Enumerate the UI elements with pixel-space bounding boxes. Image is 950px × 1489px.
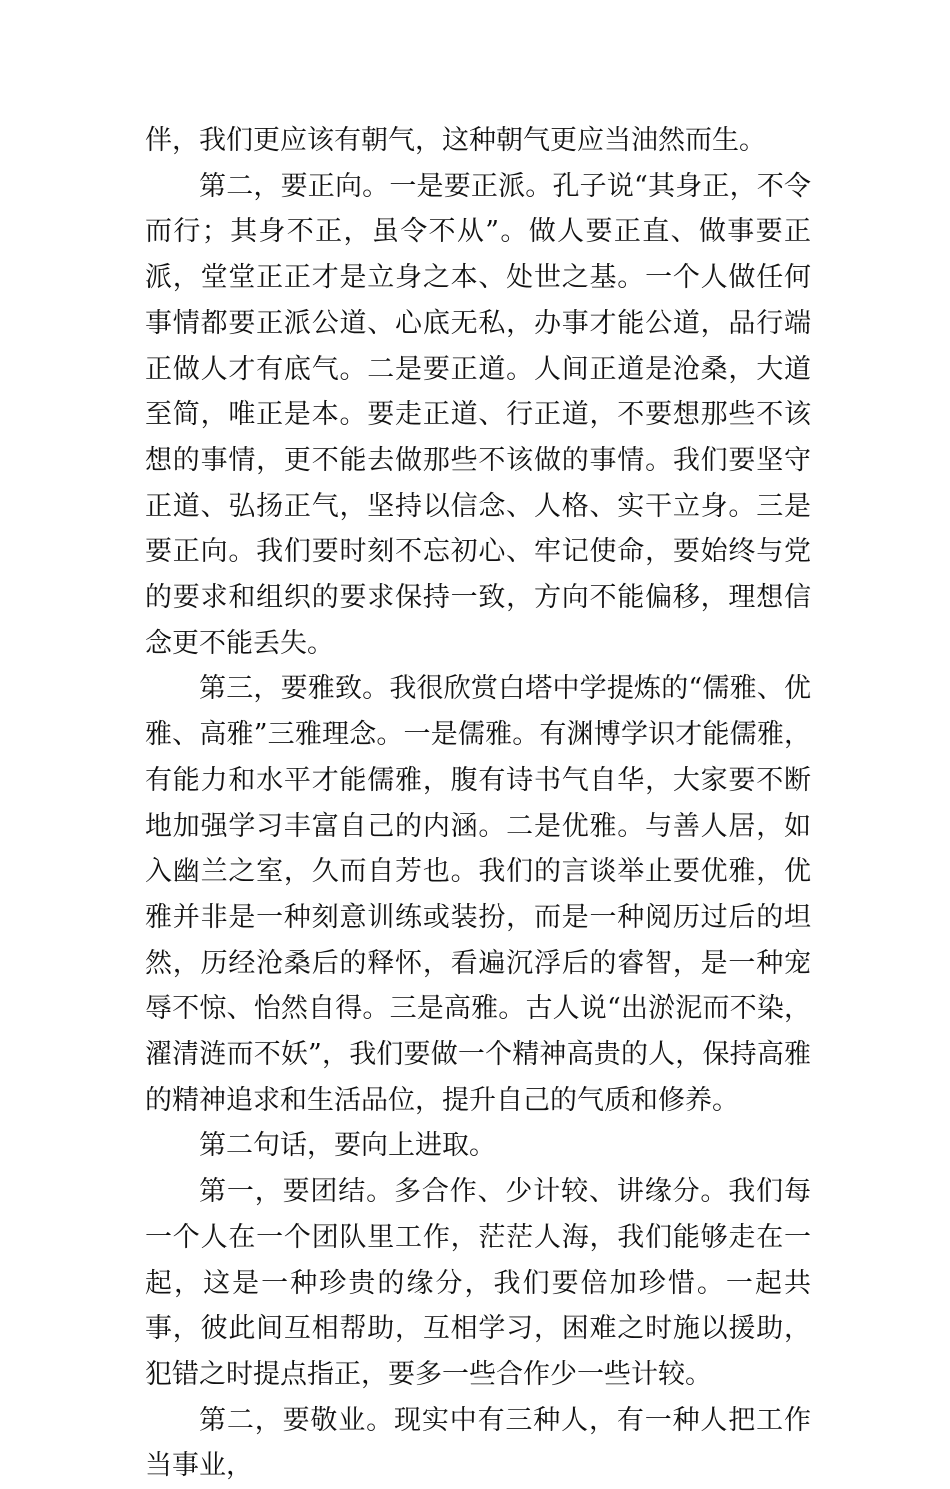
paragraph-jingye: 第二，要敬业。现实中有三种人，有一种人把工作当事业， [145,1404,811,1482]
paragraph-continuation: 伴，我们更应该有朝气，这种朝气更应当油然而生。 [145,125,766,156]
paragraph-tuanjie: 第一，要团结。多合作、少计较、讲缘分。我们每一个人在一个团队里工作，茫茫人海，我们能够走在一起，这是一种珍贵的缘分，我们要倍加珍惜。一起共事，彼此间互相帮助，互相学习，困难之时施以援助，犯错之时提点指正，要多一些合作少一些计较。 [145,1176,811,1390]
paragraph-yazhi: 第三，要雅致。我很欣赏白塔中学提炼的“儒雅、优雅、高雅”三雅理念。一是儒雅。有渊博学识才能儒雅，有能力和水平才能儒雅，腹有诗书气自华，大家要不断地加强学习丰富自己的内涵。二是优雅。与善人居，如入幽兰之室，久而自芳也。我们的言谈举止要优雅，优雅并非是一种刻意训练或装扮，而是一种阅历过后的坦然，历经沧桑后的释怀，看遍沉浮后的睿智，是一种宠辱不惊、怡然自得。三是高雅。古人说“出淤泥而不染，濯清涟而不妖”，我们要做一个精神高贵的人，保持高雅的精神追求和生活品位，提升自己的气质和修养。 [145,673,811,1116]
paragraph-zhengxiang: 第二，要正向。一是要正派。孔子说“其身正，不令而行；其身不正，虽令不从”。做人要正直、做事要正派，堂堂正正才是立身之本、处世之基。一个人做任何事情都要正派公道、心底无私，办事才能公道，品行端正做人才有底气。二是要正道。人间正道是沧桑，大道至简，唯正是本。要走正道、行正道，不要想那些不该想的事情，更不能去做那些不该做的事情。我们要坚守正道、弘扬正气，坚持以信念、人格、实干立身。三是要正向。我们要时刻不忘初心、牢记使命，要始终与党的要求和组织的要求保持一致，方向不能偏移，理想信念更不能丢失。 [145,170,811,659]
document-body [145,118,811,1489]
section-heading-second-phrase: 第二句话，要向上进取。 [199,1130,496,1162]
